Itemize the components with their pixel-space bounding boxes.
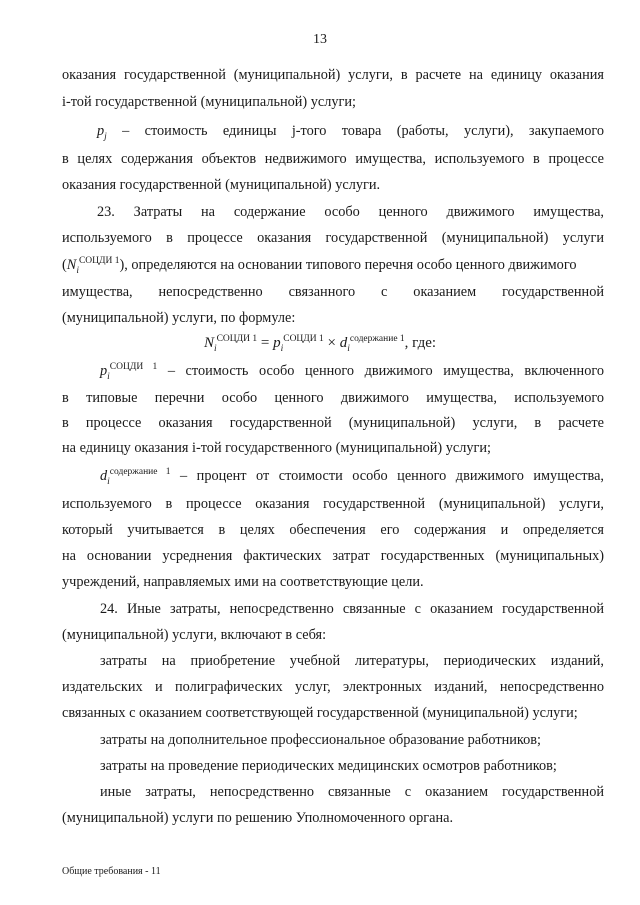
text-line: i-той государственной (муниципальной) услуги; — [62, 94, 357, 110]
text-line: в целях содержания объектов недвижимого имущества, используемого в процессе — [62, 151, 604, 167]
text-line: в процессе оказания государственной (муниципальной) услуги, в расчете — [62, 415, 604, 431]
subscript-i: i — [347, 344, 350, 354]
subscript-i: i — [280, 344, 284, 354]
symbol-N: N — [203, 335, 214, 351]
text-line: (муниципальной) услуги, по формуле: — [62, 310, 296, 326]
list-item: затраты на проведение периодических медицинских осмотров работников; — [100, 758, 557, 774]
definition-text: – процент от стоимости особо ценного движимого имущества, — [180, 468, 604, 484]
subscript-i: i — [76, 265, 79, 276]
symbol-d: d — [339, 335, 348, 351]
paragraph-24-start: 24. Иные затраты, непосредственно связанные с оказанием государственной — [100, 601, 604, 617]
formula — [0, 334, 640, 353]
text-line: оказания государственной (муниципальной) услуги, в расчете на единицу оказания — [62, 67, 604, 83]
superscript-socdi: СОЦДИ 1 — [216, 334, 258, 344]
text-line: (муниципальной) услуги по решению Уполномоченного органа. — [62, 810, 454, 826]
text-line: имущества, непосредственно связанного с оказанием государственной — [62, 284, 604, 300]
equals-sign: = — [260, 335, 270, 351]
text-line: в типовые перечни особо ценного движимого имущества, используемого — [62, 390, 604, 406]
list-item: затраты на дополнительное профессиональное образование работников; — [100, 732, 541, 748]
symbol-p: p — [97, 123, 105, 139]
page-footer: Общие требования - 11 — [62, 866, 161, 877]
definition-pj — [97, 122, 604, 141]
text-line: учреждений, направляемых ими на соответствующие цели. — [62, 574, 424, 590]
subscript-i: i — [213, 344, 217, 354]
text-line: связанных с оказанием соответствующей государственной (муниципальной) услуги; — [62, 705, 578, 721]
open-paren: ( — [62, 257, 67, 273]
superscript-content: содержание 1 — [349, 334, 405, 344]
list-item-start: иные затраты, непосредственно связанные с оказанием государственной — [100, 784, 604, 800]
text-line: который учитывается в целях обеспечения его содержания и определяется — [62, 522, 604, 538]
subscript-j: j — [104, 131, 107, 142]
page-number: 13 — [313, 32, 327, 47]
subscript-i: i — [107, 476, 110, 487]
definition-text: – стоимость особо ценного движимого имущества, включенного — [167, 363, 604, 379]
text-line: оказания государственной (муниципальной) услуги. — [62, 177, 381, 193]
text-line: издательских и полиграфических услуг, электронных изданий, непосредственно — [62, 679, 604, 695]
symbol-p: p — [100, 363, 108, 379]
subscript-i: i — [107, 371, 110, 382]
definition-p — [100, 362, 604, 381]
symbol-p: p — [273, 335, 281, 351]
text-continuation: ), определяются на основании типового перечня особо ценного движимого — [119, 257, 577, 273]
text-line: используемого в процессе оказания государственной (муниципальной) услуги, — [62, 496, 604, 512]
text-line: (муниципальной) услуги, включают в себя: — [62, 627, 327, 643]
superscript-socdi: СОЦДИ 1 — [109, 362, 158, 373]
superscript-content: содержание 1 — [109, 467, 171, 478]
text-line-with-symbol — [62, 256, 604, 275]
superscript-socdi: СОЦДИ 1 — [78, 256, 120, 267]
text-line: на основании усреднения фактических затрат государственных (муниципальных) — [62, 548, 604, 564]
symbol-N: N — [66, 257, 77, 273]
superscript-socdi: СОЦДИ 1 — [283, 334, 324, 344]
text-line: на единицу оказания i-той государственного (муниципальной) услуги; — [62, 440, 492, 456]
times-sign: × — [327, 335, 336, 351]
paragraph-23-start: 23. Затраты на содержание особо ценного движимого имущества, — [97, 204, 604, 220]
formula-tail: , где: — [404, 335, 437, 351]
text-line: используемого в процессе оказания государственной (муниципальной) услуги — [62, 230, 604, 246]
symbol-d: d — [100, 468, 108, 484]
list-item-start: затраты на приобретение учебной литературы, периодических изданий, — [100, 653, 604, 669]
definition-text: – стоимость единицы j-того товара (работы, услуги), закупаемого — [122, 123, 604, 139]
definition-d — [100, 467, 604, 486]
